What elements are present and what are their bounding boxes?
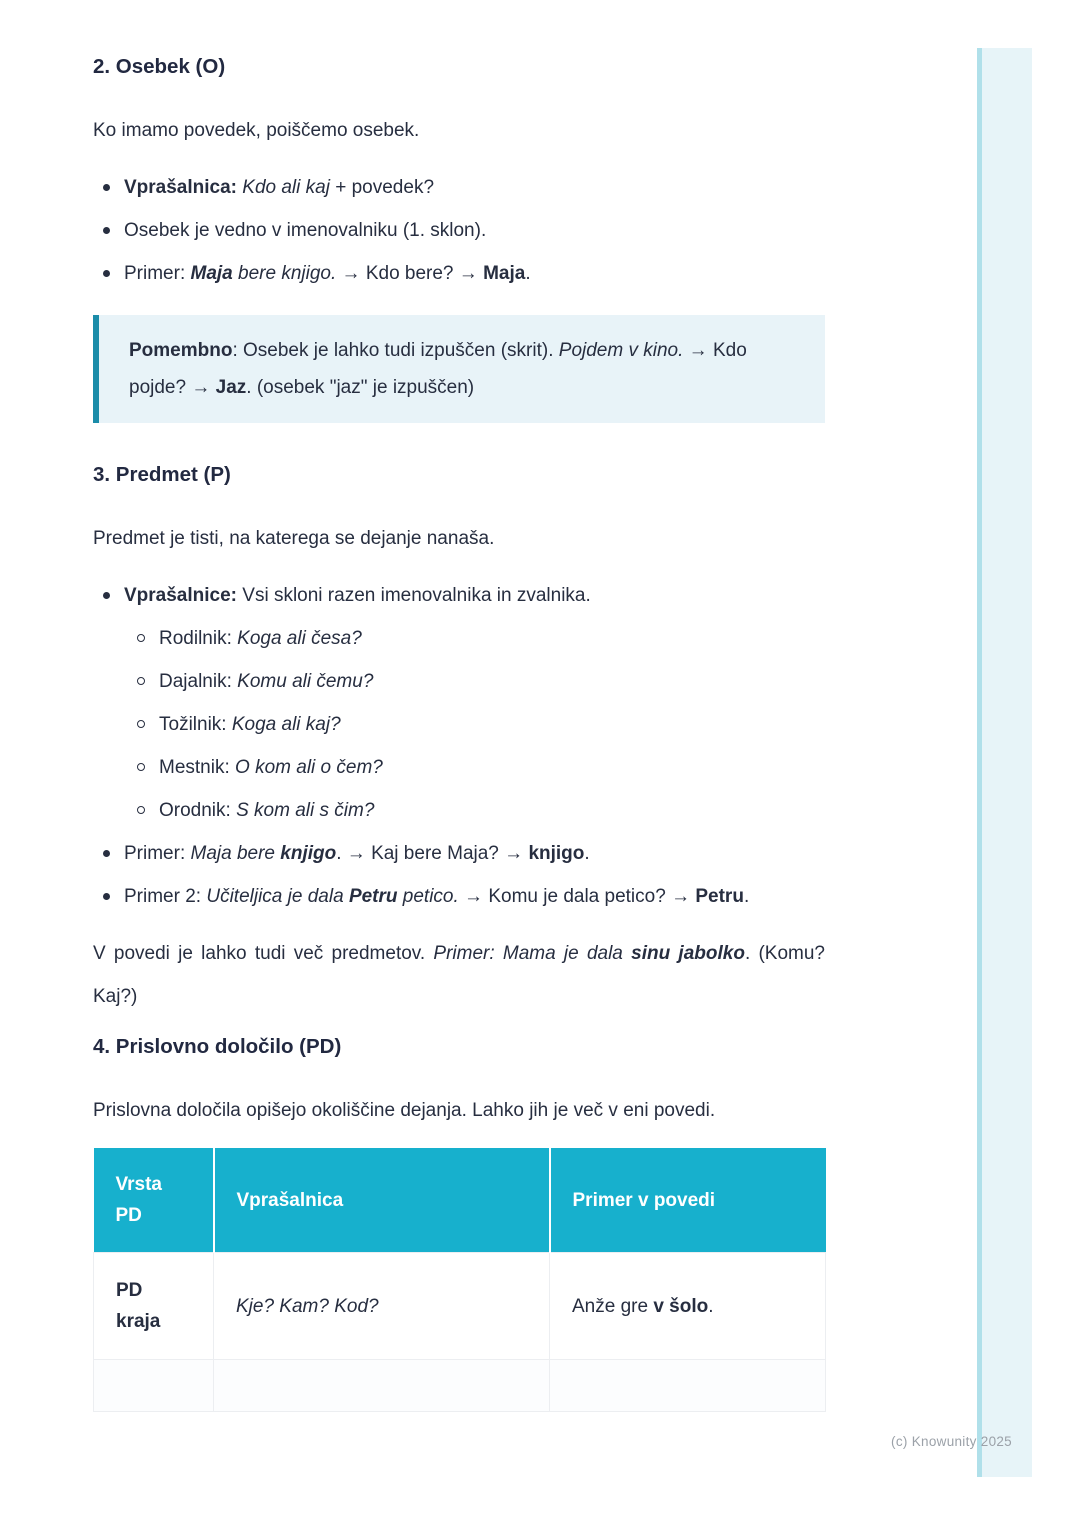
table-cell-empty xyxy=(550,1360,826,1412)
pd-table xyxy=(93,1148,826,1412)
table-header-row xyxy=(94,1148,826,1253)
table-cell-empty xyxy=(214,1360,550,1412)
sublist-item-text: Dajalnik: Komu ali čemu? xyxy=(159,671,374,692)
list-item-text: Primer: Maja bere knjigo. → Kaj bere Maja? → knjigo. xyxy=(124,843,590,864)
section-3-list xyxy=(93,574,825,918)
table-row-partial xyxy=(94,1360,826,1412)
table-row xyxy=(94,1253,826,1360)
list-item xyxy=(93,166,825,209)
page-edge-stripe xyxy=(977,48,1032,1477)
sublist-item xyxy=(124,660,825,703)
sublist-item-text: Orodnik: S kom ali s čim? xyxy=(159,800,375,821)
list-item xyxy=(93,832,825,875)
section-4-intro: Prislovna določila opišejo okoliščine dejanja. Lahko jih je več v eni povedi. xyxy=(93,1100,716,1121)
list-item-text: Osebek je vedno v imenovalniku (1. sklon). xyxy=(124,220,487,241)
table-header-vprasalnica: Vprašalnica xyxy=(214,1148,550,1253)
list-item-text: Primer: Maja bere knjigo. → Kdo bere? → Maja. xyxy=(124,263,531,284)
sublist-item-text: Rodilnik: Koga ali česa? xyxy=(159,628,362,649)
sublist-item xyxy=(124,746,825,789)
section-4-heading: 4. Prislovno določilo (PD) xyxy=(93,1035,342,1058)
callout-text: Pomembno: Osebek je lahko tudi izpuščen (skrit). Pojdem v kino. → Kdo pojde? → Jaz. (osebek "jaz" je izpuščen) xyxy=(129,340,747,398)
sublist-item xyxy=(124,789,825,832)
document-content xyxy=(93,52,825,1412)
list-item xyxy=(93,252,825,295)
section-3-note: V povedi je lahko tudi več predmetov. Primer: Mama je dala sinu jabolko. (Komu? Kaj?) xyxy=(93,943,825,1007)
sublist-item xyxy=(124,703,825,746)
list-item-text: Vprašalnica: Kdo ali kaj + povedek? xyxy=(124,177,435,198)
table-cell-type: PD kraja xyxy=(94,1253,214,1360)
table-cell-example: Anže gre v šolo. xyxy=(550,1253,826,1360)
section-2-list xyxy=(93,166,825,295)
cases-sublist xyxy=(124,617,825,832)
table-header-vrsta-pd: Vrsta PD xyxy=(94,1148,214,1253)
section-3-intro: Predmet je tisti, na katerega se dejanje nanaša. xyxy=(93,528,495,549)
list-item-text: Vprašalnice: Vsi skloni razen imenovalnika in zvalnika. xyxy=(124,585,591,606)
section-3-heading: 3. Predmet (P) xyxy=(93,463,231,486)
section-2-intro: Ko imamo povedek, poiščemo osebek. xyxy=(93,120,420,141)
section-2-heading: 2. Osebek (O) xyxy=(93,55,226,78)
table-cell-question: Kje? Kam? Kod? xyxy=(214,1253,550,1360)
sublist-item-text: Tožilnik: Koga ali kaj? xyxy=(159,714,341,735)
sublist-item-text: Mestnik: O kom ali o čem? xyxy=(159,757,383,778)
copyright-watermark: (c) Knowunity 2025 xyxy=(891,1434,1012,1449)
list-item-text: Primer 2: Učiteljica je dala Petru petico. → Komu je dala petico? → Petru. xyxy=(124,886,750,907)
table-header-primer: Primer v povedi xyxy=(550,1148,826,1253)
list-item xyxy=(93,209,825,252)
important-callout xyxy=(93,315,825,423)
list-item xyxy=(93,574,825,832)
sublist-item xyxy=(124,617,825,660)
table-cell-empty xyxy=(94,1360,214,1412)
list-item xyxy=(93,875,825,918)
